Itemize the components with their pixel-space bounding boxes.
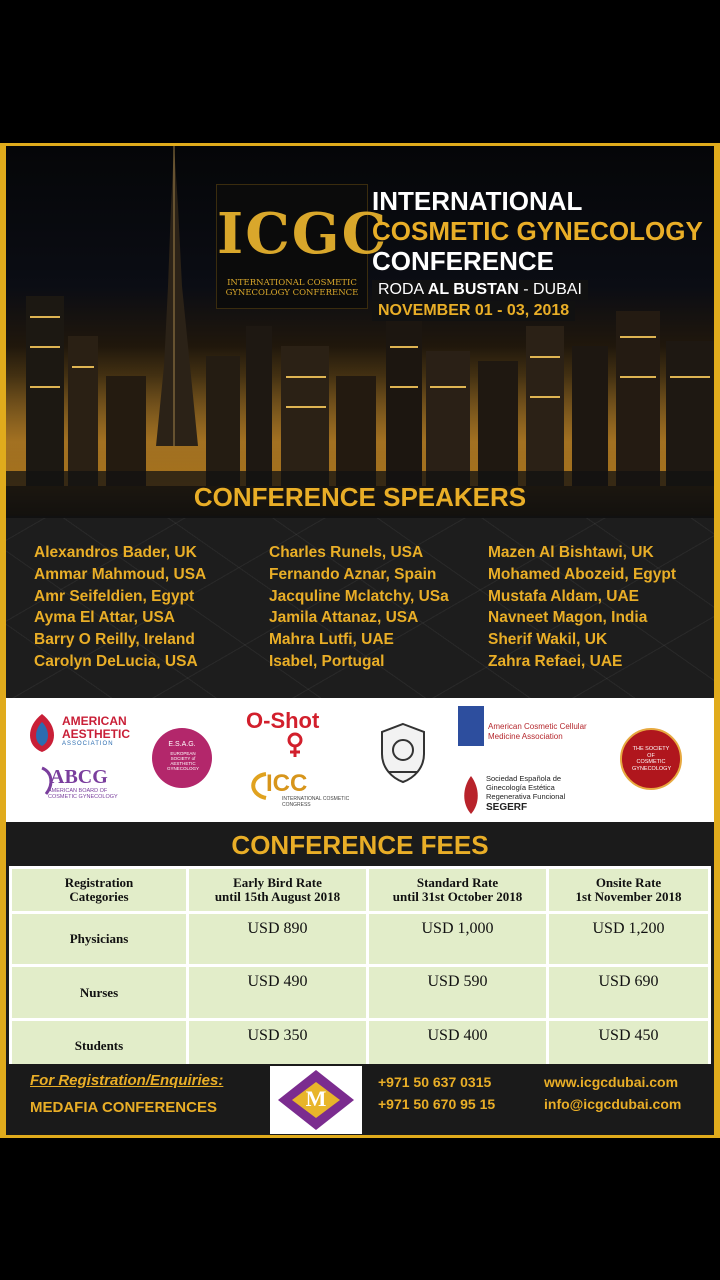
header-line: Registration bbox=[64, 875, 134, 890]
event-dates: NOVEMBER 01 - 03, 2018 bbox=[372, 301, 575, 321]
icc-letters: ICC bbox=[266, 770, 308, 797]
fee-onsite: USD 450 bbox=[548, 1020, 710, 1073]
speaker-name: Barry O Reilly, Ireland bbox=[34, 631, 195, 649]
row-category: Physicians bbox=[11, 913, 188, 966]
esag-letters: E.S.A.G. bbox=[168, 741, 196, 748]
fee-early: USD 350 bbox=[188, 1020, 368, 1073]
venue-prefix: RODA bbox=[378, 281, 424, 298]
society-name: THE SOCIETY OF COSMETIC GYNECOLOGY bbox=[632, 746, 672, 772]
abcg-letters: ABCG bbox=[50, 766, 108, 788]
fee-early: USD 490 bbox=[188, 966, 368, 1020]
crest-logo bbox=[374, 720, 432, 791]
crest-icon bbox=[374, 720, 432, 786]
speaker-name: Ammar Mahmoud, USA bbox=[34, 565, 207, 583]
icc-subtitle: INTERNATIONAL COSMETIC CONGRESS bbox=[282, 796, 350, 808]
fee-onsite: USD 1,200 bbox=[548, 913, 710, 966]
o-shot-logo bbox=[246, 708, 319, 734]
fees-heading: CONFERENCE FEES bbox=[231, 830, 489, 860]
speaker-name: Charles Runels, USA bbox=[269, 544, 424, 561]
abcg-subtitle: AMERICAN BOARD OF COSMETIC GYNECOLOGY bbox=[48, 788, 118, 800]
segerf-line-3: Regenerativa Funcional bbox=[486, 792, 566, 801]
website-link[interactable]: www.icgcdubai.com bbox=[544, 1074, 679, 1090]
speaker-name: Mustafa Aldam, UAE bbox=[488, 587, 640, 605]
aaa-line-2: AESTHETIC bbox=[62, 727, 131, 741]
speaker-name: Jacquline Mclatchy, USa bbox=[269, 587, 449, 605]
email-link[interactable]: info@icgcdubai.com bbox=[544, 1096, 682, 1112]
speakers-column-2 bbox=[269, 542, 449, 673]
medafia-logo bbox=[270, 1066, 362, 1134]
accma-name: American Cosmetic Cellular Medicine Association bbox=[488, 722, 587, 741]
o-shot-text: O-Shot bbox=[246, 708, 320, 733]
speaker-name: Zahra Refaei, UAE bbox=[488, 652, 623, 670]
header-line: until 31st October 2018 bbox=[392, 889, 523, 904]
venue-label bbox=[372, 280, 588, 300]
table-row bbox=[11, 913, 710, 966]
fee-standard: USD 1,000 bbox=[368, 913, 548, 966]
speakers-column-3 bbox=[488, 542, 676, 673]
aaa-line-1: AMERICAN bbox=[62, 714, 127, 728]
fees-header-row bbox=[11, 868, 710, 913]
organizer-name: MEDAFIA CONFERENCES bbox=[30, 1099, 217, 1116]
speaker-name: Mohamed Abozeid, Egypt bbox=[488, 565, 677, 583]
speaker-name: Ayma El Attar, USA bbox=[34, 609, 175, 627]
icgc-logo bbox=[216, 184, 389, 309]
header-line: Early Bird Rate bbox=[233, 875, 322, 890]
title-line-3: CONFERENCE bbox=[372, 246, 555, 276]
segerf-line-2: Ginecología Estética bbox=[486, 783, 555, 792]
header-line: 1st November 2018 bbox=[575, 889, 682, 904]
registration-label: For Registration/Enquiries: bbox=[30, 1072, 224, 1089]
title-line-1: INTERNATIONAL bbox=[372, 186, 583, 216]
fee-standard: USD 590 bbox=[368, 966, 548, 1020]
row-category: Students bbox=[11, 1020, 188, 1073]
medafia-letter: M bbox=[305, 1086, 327, 1111]
header-line: Categories bbox=[69, 889, 129, 904]
header-line: Standard Rate bbox=[416, 875, 499, 890]
esag-logo bbox=[152, 728, 212, 788]
speaker-name: Sherif Wakil, UK bbox=[488, 631, 608, 649]
logo-letters: ICGC bbox=[217, 201, 389, 267]
segerf-line-1: Sociedad Española de bbox=[486, 774, 562, 783]
speaker-name: Navneet Magon, India bbox=[488, 609, 648, 627]
speaker-name: Alexandros Bader, UK bbox=[34, 544, 197, 561]
speaker-name: Mahra Lutfi, UAE bbox=[269, 631, 394, 649]
header-early-bird bbox=[188, 868, 368, 913]
speaker-name: Fernando Aznar, Spain bbox=[269, 565, 437, 583]
segerf-emblem-icon bbox=[460, 774, 482, 816]
female-symbol-icon bbox=[284, 732, 306, 758]
logo-subtitle: INTERNATIONAL COSMETIC GYNECOLOGY CONFERENCE bbox=[225, 278, 359, 298]
fee-standard: USD 400 bbox=[368, 1020, 548, 1073]
aaa-line-3: ASSOCIATION bbox=[62, 741, 114, 747]
header-standard bbox=[368, 868, 548, 913]
hero-cityscape bbox=[6, 146, 714, 516]
header-line: until 15th August 2018 bbox=[214, 889, 341, 904]
table-row bbox=[11, 966, 710, 1020]
phone-1[interactable]: +971 50 637 0315 bbox=[378, 1074, 492, 1090]
esag-subtitle: EUROPEAN SOCIETY of AESTHETIC GYNECOLOGY bbox=[166, 751, 199, 771]
speakers-heading: CONFERENCE SPEAKERS bbox=[193, 482, 527, 512]
speaker-name: Amr Seifeldien, Egypt bbox=[34, 587, 195, 605]
accma-emblem-icon bbox=[458, 706, 484, 746]
society-cosmetic-gynecology-logo bbox=[620, 728, 682, 790]
header-registration-categories bbox=[11, 868, 188, 913]
fee-onsite: USD 690 bbox=[548, 966, 710, 1020]
speakers-list bbox=[6, 518, 714, 698]
header-onsite bbox=[548, 868, 710, 913]
aaa-emblem-icon bbox=[24, 712, 60, 754]
speakers-column-1 bbox=[34, 542, 206, 673]
speaker-name: Carolyn DeLucia, USA bbox=[34, 652, 198, 670]
fee-early: USD 890 bbox=[188, 913, 368, 966]
phone-2[interactable]: +971 50 670 95 15 bbox=[378, 1096, 496, 1112]
sponsor-logos bbox=[6, 698, 714, 822]
speaker-name: Isabel, Portugal bbox=[269, 652, 385, 670]
venue-city: - DUBAI bbox=[523, 281, 582, 298]
fees-table bbox=[9, 866, 711, 1074]
header-line: Onsite Rate bbox=[595, 875, 662, 890]
title-line-2: COSMETIC GYNECOLOGY bbox=[372, 216, 703, 246]
speaker-name: Mazen Al Bishtawi, UK bbox=[488, 544, 654, 561]
venue-name: AL BUSTAN bbox=[427, 281, 519, 298]
speaker-name: Jamila Attanaz, USA bbox=[269, 609, 419, 627]
footer-contacts bbox=[6, 1064, 714, 1135]
segerf-acronym: SEGERF bbox=[486, 802, 528, 813]
poster-inner bbox=[6, 146, 714, 1135]
conference-poster bbox=[0, 143, 720, 1138]
row-category: Nurses bbox=[11, 966, 188, 1020]
event-title-block bbox=[372, 186, 712, 321]
